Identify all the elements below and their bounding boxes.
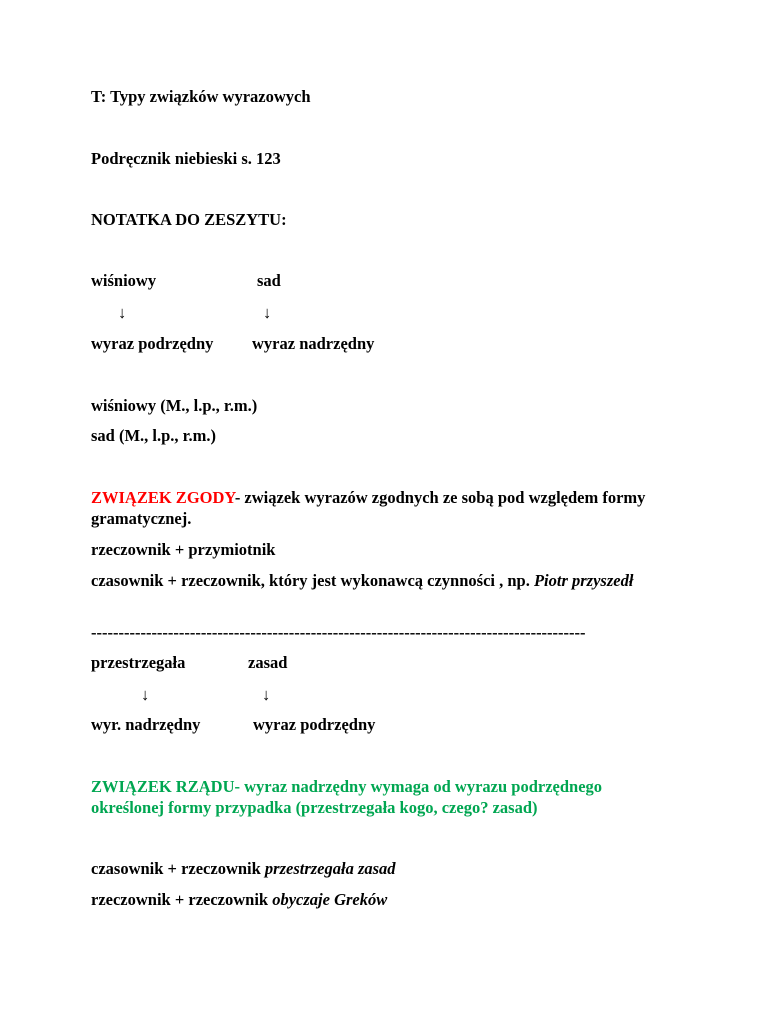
form-line-1: wiśniowy (M., l.p., r.m.) — [91, 396, 258, 415]
example1-word-left: wiśniowy — [91, 271, 157, 290]
example1-role-right: wyraz nadrzędny — [252, 334, 375, 353]
example2-arrow-right: ↓ — [262, 685, 271, 704]
government-rule-2 — [91, 890, 387, 910]
government-rule-2-example: obyczaje Greków — [272, 890, 388, 909]
page-title: T: Typy związków wyrazowych — [91, 87, 311, 106]
agreement-definition — [91, 487, 671, 529]
government-rule-2-text: rzeczownik + rzeczownik — [91, 890, 273, 909]
example2-role-right: wyraz podrzędny — [253, 715, 376, 734]
agreement-rule-2-example: Piotr przyszedł — [533, 571, 634, 590]
government-term: ZWIĄZEK RZĄDU — [91, 777, 235, 796]
example1-word-right: sad — [257, 271, 281, 290]
example2-word-right: zasad — [248, 653, 288, 672]
agreement-definition-text: - związek wyrazów zgodnych ze sobą pod względem formy gramatycznej. — [91, 488, 646, 528]
government-rule-1 — [91, 859, 396, 879]
example1-arrow-left: ↓ — [118, 303, 127, 322]
agreement-rule-2 — [91, 570, 671, 591]
textbook-reference: Podręcznik niebieski s. 123 — [91, 149, 281, 168]
agreement-rule-1: rzeczownik + przymiotnik — [91, 540, 276, 559]
example2-role-left: wyr. nadrzędny — [91, 715, 201, 734]
separator-line: ------------------------------------------------------------------------------------------ — [91, 623, 586, 642]
government-rule-1-text: czasownik + rzeczownik — [91, 859, 265, 878]
example1-arrow-right: ↓ — [263, 303, 272, 322]
government-rule-1-example: przestrzegała zasad — [264, 859, 396, 878]
example1-role-left: wyraz podrzędny — [91, 334, 214, 353]
example2-arrow-left: ↓ — [141, 685, 150, 704]
government-definition — [91, 776, 671, 818]
agreement-rule-2-text: czasownik + rzeczownik, który jest wykonawcą czynności , np. — [91, 571, 534, 590]
example2-word-left: przestrzegała — [91, 653, 186, 672]
agreement-term: ZWIĄZEK ZGODY — [91, 488, 235, 507]
note-heading: NOTATKA DO ZESZYTU: — [91, 210, 287, 229]
government-definition-text: - wyraz nadrzędny wymaga od wyrazu podrzędnego określonej formy przypadka (przestrzegała kogo, czego? zasad) — [91, 777, 603, 817]
form-line-2: sad (M., l.p., r.m.) — [91, 426, 216, 445]
